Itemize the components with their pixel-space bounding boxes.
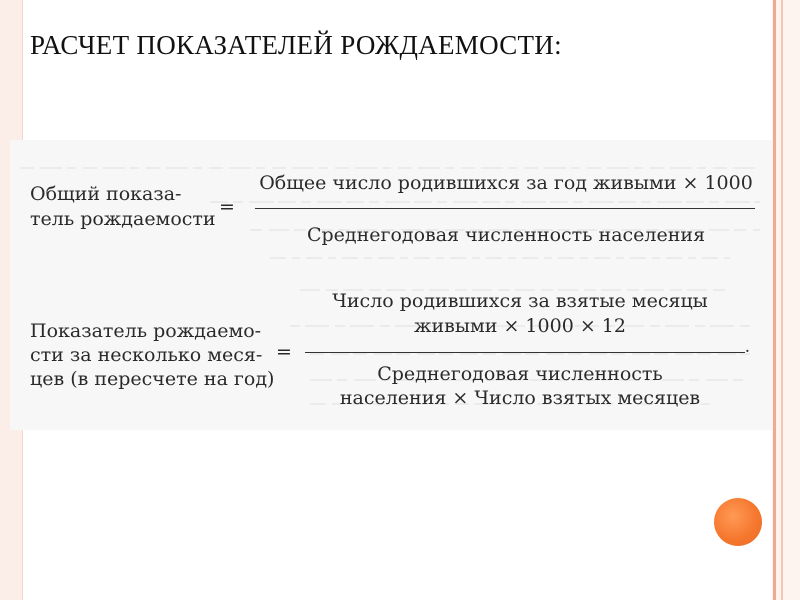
formula2-denominator-line2: населения × Число взятых месяцев [339, 387, 701, 409]
formula2-lhs-line2: сти за несколько меся- [30, 344, 263, 366]
formula1-equals: = [219, 196, 235, 218]
formula2-lhs-line1: Показатель рождаемо- [30, 320, 262, 342]
formula1-lhs-line1: Общий показа- [30, 183, 182, 205]
formula1-denominator: Среднегодовая численность населения [306, 224, 706, 246]
formula2-trailing-period: . [745, 336, 750, 357]
formula2-numerator-line2: живыми × 1000 × 12 [414, 315, 626, 337]
formula2-denominator-line1: Среднегодовая численность [377, 363, 663, 385]
formula2-numerator-line1: Число родившихся за взятые месяцы [332, 290, 708, 312]
formula1-numerator: Общее число родившихся за год живыми × 1000 [259, 172, 753, 194]
formula1-fraction-bar [255, 208, 755, 209]
formula2-equals: = [276, 341, 292, 363]
formula1-lhs-line2: тель рождаемости [30, 208, 216, 230]
slide-right-accent-line-2 [781, 0, 783, 600]
slide-right-border [772, 0, 800, 600]
slide-title: РАСЧЕТ ПОКАЗАТЕЛЕЙ РОЖДАЕМОСТИ: [30, 30, 562, 60]
formula2-fraction-bar [305, 352, 745, 353]
formula2-lhs-line3: цев (в пересчете на год) [30, 368, 275, 390]
slide-right-accent-line [773, 0, 776, 600]
orange-circle-decoration [714, 498, 762, 546]
